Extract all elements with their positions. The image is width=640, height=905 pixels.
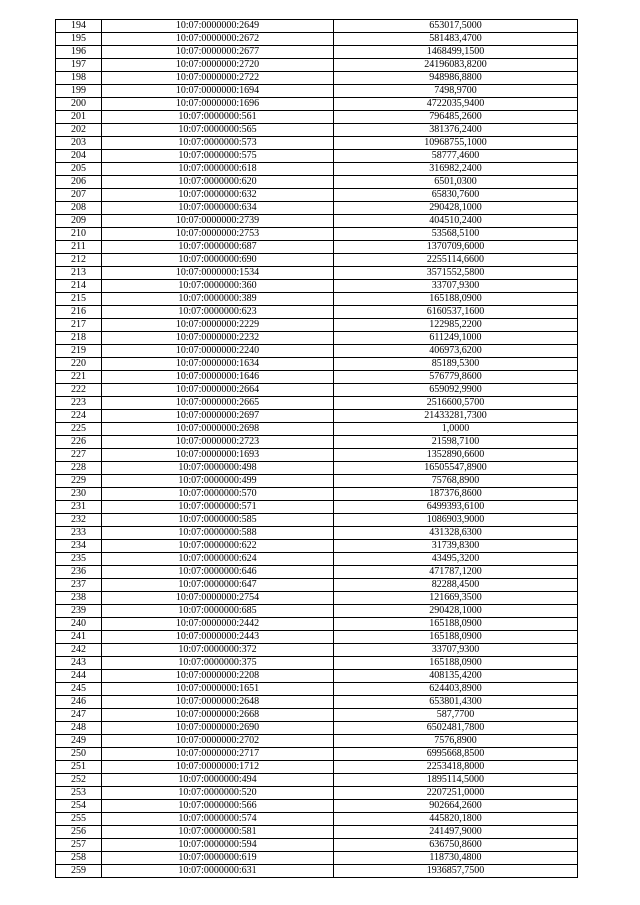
cadastral-number-cell: 10:07:0000000:2668: [102, 709, 334, 722]
row-number-cell: 259: [56, 865, 102, 878]
value-cell: 24196083,8200: [334, 59, 578, 72]
cadastral-number-cell: 10:07:0000000:594: [102, 839, 334, 852]
row-number-cell: 200: [56, 98, 102, 111]
cadastral-number-cell: 10:07:0000000:624: [102, 553, 334, 566]
value-cell: 121669,3500: [334, 592, 578, 605]
value-cell: 659092,9900: [334, 384, 578, 397]
row-number-cell: 210: [56, 228, 102, 241]
cadastral-number-cell: 10:07:0000000:2664: [102, 384, 334, 397]
value-cell: 290428,1000: [334, 605, 578, 618]
cadastral-number-cell: 10:07:0000000:585: [102, 514, 334, 527]
table-row: [56, 124, 578, 137]
table-row: [56, 748, 578, 761]
cadastral-number-cell: 10:07:0000000:1694: [102, 85, 334, 98]
table-row: [56, 566, 578, 579]
cadastral-number-cell: 10:07:0000000:2690: [102, 722, 334, 735]
cadastral-number-cell: 10:07:0000000:494: [102, 774, 334, 787]
value-cell: 75768,8900: [334, 475, 578, 488]
table-row: [56, 98, 578, 111]
cadastral-number-cell: 10:07:0000000:573: [102, 137, 334, 150]
value-cell: 6499393,6100: [334, 501, 578, 514]
row-number-cell: 249: [56, 735, 102, 748]
row-number-cell: 202: [56, 124, 102, 137]
table-row: [56, 540, 578, 553]
cadastral-number-cell: 10:07:0000000:1693: [102, 449, 334, 462]
cadastral-number-cell: 10:07:0000000:520: [102, 787, 334, 800]
value-cell: 404510,2400: [334, 215, 578, 228]
table-row: [56, 839, 578, 852]
value-cell: 2516600,5700: [334, 397, 578, 410]
value-cell: 33707,9300: [334, 644, 578, 657]
row-number-cell: 227: [56, 449, 102, 462]
row-number-cell: 195: [56, 33, 102, 46]
table-row: [56, 670, 578, 683]
table-row: [56, 657, 578, 670]
cadastral-number-cell: 10:07:0000000:1646: [102, 371, 334, 384]
table-row: [56, 852, 578, 865]
value-cell: 21433281,7300: [334, 410, 578, 423]
cadastral-number-cell: 10:07:0000000:498: [102, 462, 334, 475]
cadastral-number-cell: 10:07:0000000:2697: [102, 410, 334, 423]
value-cell: 118730,4800: [334, 852, 578, 865]
row-number-cell: 243: [56, 657, 102, 670]
value-cell: 7576,8900: [334, 735, 578, 748]
row-number-cell: 225: [56, 423, 102, 436]
cadastral-number-cell: 10:07:0000000:2722: [102, 72, 334, 85]
value-cell: 241497,9000: [334, 826, 578, 839]
cadastral-number-cell: 10:07:0000000:1634: [102, 358, 334, 371]
cadastral-number-cell: 10:07:0000000:2739: [102, 215, 334, 228]
table-row: [56, 293, 578, 306]
row-number-cell: 253: [56, 787, 102, 800]
row-number-cell: 199: [56, 85, 102, 98]
value-cell: 624403,8900: [334, 683, 578, 696]
table-row: [56, 787, 578, 800]
cadastral-number-cell: 10:07:0000000:687: [102, 241, 334, 254]
table-row: [56, 202, 578, 215]
value-cell: 43495,3200: [334, 553, 578, 566]
table-row: [56, 735, 578, 748]
value-cell: 187376,8600: [334, 488, 578, 501]
value-cell: 2207251,0000: [334, 787, 578, 800]
table-row: [56, 631, 578, 644]
cadastral-number-cell: 10:07:0000000:2443: [102, 631, 334, 644]
value-cell: 6502481,7800: [334, 722, 578, 735]
row-number-cell: 218: [56, 332, 102, 345]
cadastral-number-cell: 10:07:0000000:588: [102, 527, 334, 540]
value-cell: 165188,0900: [334, 618, 578, 631]
table-row: [56, 267, 578, 280]
cadastral-number-cell: 10:07:0000000:619: [102, 852, 334, 865]
row-number-cell: 254: [56, 800, 102, 813]
row-number-cell: 235: [56, 553, 102, 566]
table-row: [56, 462, 578, 475]
cadastral-number-cell: 10:07:0000000:571: [102, 501, 334, 514]
row-number-cell: 211: [56, 241, 102, 254]
cadastral-number-cell: 10:07:0000000:581: [102, 826, 334, 839]
parcel-table-body: [56, 20, 578, 878]
table-row: [56, 605, 578, 618]
table-row: [56, 150, 578, 163]
cadastral-number-cell: 10:07:0000000:561: [102, 111, 334, 124]
table-row: [56, 592, 578, 605]
value-cell: 1,0000: [334, 423, 578, 436]
value-cell: 406973,6200: [334, 345, 578, 358]
value-cell: 796485,2600: [334, 111, 578, 124]
table-row: [56, 358, 578, 371]
value-cell: 6160537,1600: [334, 306, 578, 319]
table-row: [56, 761, 578, 774]
table-row: [56, 345, 578, 358]
row-number-cell: 240: [56, 618, 102, 631]
table-row: [56, 774, 578, 787]
table-row: [56, 527, 578, 540]
table-row: [56, 813, 578, 826]
value-cell: 7498,9700: [334, 85, 578, 98]
row-number-cell: 221: [56, 371, 102, 384]
table-row: [56, 800, 578, 813]
cadastral-number-cell: 10:07:0000000:2208: [102, 670, 334, 683]
table-row: [56, 72, 578, 85]
table-row: [56, 176, 578, 189]
value-cell: 3571552,5800: [334, 267, 578, 280]
row-number-cell: 215: [56, 293, 102, 306]
table-row: [56, 189, 578, 202]
row-number-cell: 255: [56, 813, 102, 826]
cadastral-number-cell: 10:07:0000000:499: [102, 475, 334, 488]
cadastral-number-cell: 10:07:0000000:2672: [102, 33, 334, 46]
row-number-cell: 232: [56, 514, 102, 527]
row-number-cell: 219: [56, 345, 102, 358]
row-number-cell: 194: [56, 20, 102, 33]
cadastral-number-cell: 10:07:0000000:620: [102, 176, 334, 189]
table-row: [56, 371, 578, 384]
row-number-cell: 208: [56, 202, 102, 215]
table-row: [56, 332, 578, 345]
row-number-cell: 197: [56, 59, 102, 72]
cadastral-number-cell: 10:07:0000000:2698: [102, 423, 334, 436]
value-cell: 165188,0900: [334, 631, 578, 644]
table-row: [56, 423, 578, 436]
row-number-cell: 256: [56, 826, 102, 839]
table-row: [56, 280, 578, 293]
value-cell: 587,7700: [334, 709, 578, 722]
table-row: [56, 20, 578, 33]
cadastral-number-cell: 10:07:0000000:618: [102, 163, 334, 176]
cadastral-number-cell: 10:07:0000000:631: [102, 865, 334, 878]
row-number-cell: 230: [56, 488, 102, 501]
row-number-cell: 222: [56, 384, 102, 397]
table-row: [56, 865, 578, 878]
table-row: [56, 696, 578, 709]
row-number-cell: 223: [56, 397, 102, 410]
table-row: [56, 228, 578, 241]
cadastral-number-cell: 10:07:0000000:375: [102, 657, 334, 670]
row-number-cell: 212: [56, 254, 102, 267]
row-number-cell: 217: [56, 319, 102, 332]
row-number-cell: 213: [56, 267, 102, 280]
value-cell: 1352890,6600: [334, 449, 578, 462]
cadastral-number-cell: 10:07:0000000:622: [102, 540, 334, 553]
row-number-cell: 247: [56, 709, 102, 722]
row-number-cell: 252: [56, 774, 102, 787]
table-row: [56, 410, 578, 423]
row-number-cell: 196: [56, 46, 102, 59]
cadastral-number-cell: 10:07:0000000:1696: [102, 98, 334, 111]
value-cell: 902664,2600: [334, 800, 578, 813]
value-cell: 10968755,1000: [334, 137, 578, 150]
row-number-cell: 226: [56, 436, 102, 449]
table-row: [56, 46, 578, 59]
row-number-cell: 238: [56, 592, 102, 605]
table-row: [56, 436, 578, 449]
value-cell: 2253418,8000: [334, 761, 578, 774]
table-row: [56, 397, 578, 410]
value-cell: 471787,1200: [334, 566, 578, 579]
value-cell: 445820,1800: [334, 813, 578, 826]
value-cell: 85189,5300: [334, 358, 578, 371]
value-cell: 82288,4500: [334, 579, 578, 592]
row-number-cell: 242: [56, 644, 102, 657]
row-number-cell: 244: [56, 670, 102, 683]
row-number-cell: 237: [56, 579, 102, 592]
row-number-cell: 228: [56, 462, 102, 475]
row-number-cell: 214: [56, 280, 102, 293]
cadastral-number-cell: 10:07:0000000:2723: [102, 436, 334, 449]
value-cell: 381376,2400: [334, 124, 578, 137]
row-number-cell: 220: [56, 358, 102, 371]
table-row: [56, 111, 578, 124]
table-row: [56, 241, 578, 254]
value-cell: 53568,5100: [334, 228, 578, 241]
table-row: [56, 254, 578, 267]
table-row: [56, 722, 578, 735]
row-number-cell: 207: [56, 189, 102, 202]
cadastral-number-cell: 10:07:0000000:2442: [102, 618, 334, 631]
cadastral-number-cell: 10:07:0000000:372: [102, 644, 334, 657]
cadastral-number-cell: 10:07:0000000:634: [102, 202, 334, 215]
value-cell: 290428,1000: [334, 202, 578, 215]
cadastral-number-cell: 10:07:0000000:575: [102, 150, 334, 163]
cadastral-number-cell: 10:07:0000000:2754: [102, 592, 334, 605]
value-cell: 1086903,9000: [334, 514, 578, 527]
cadastral-number-cell: 10:07:0000000:685: [102, 605, 334, 618]
value-cell: 653801,4300: [334, 696, 578, 709]
value-cell: 1468499,1500: [334, 46, 578, 59]
table-row: [56, 215, 578, 228]
cadastral-number-cell: 10:07:0000000:646: [102, 566, 334, 579]
row-number-cell: 245: [56, 683, 102, 696]
value-cell: 65830,7600: [334, 189, 578, 202]
cadastral-number-cell: 10:07:0000000:632: [102, 189, 334, 202]
row-number-cell: 257: [56, 839, 102, 852]
cadastral-number-cell: 10:07:0000000:2232: [102, 332, 334, 345]
table-row: [56, 644, 578, 657]
value-cell: 6995668,8500: [334, 748, 578, 761]
value-cell: 316982,2400: [334, 163, 578, 176]
row-number-cell: 216: [56, 306, 102, 319]
table-row: [56, 709, 578, 722]
value-cell: 948986,8800: [334, 72, 578, 85]
value-cell: 21598,7100: [334, 436, 578, 449]
value-cell: 1370709,6000: [334, 241, 578, 254]
table-row: [56, 826, 578, 839]
value-cell: 16505547,8900: [334, 462, 578, 475]
cadastral-number-cell: 10:07:0000000:2702: [102, 735, 334, 748]
table-row: [56, 85, 578, 98]
cadastral-number-cell: 10:07:0000000:647: [102, 579, 334, 592]
value-cell: 6501,0300: [334, 176, 578, 189]
table-row: [56, 306, 578, 319]
cadastral-number-cell: 10:07:0000000:1534: [102, 267, 334, 280]
cadastral-number-cell: 10:07:0000000:574: [102, 813, 334, 826]
cadastral-number-cell: 10:07:0000000:2648: [102, 696, 334, 709]
value-cell: 611249,1000: [334, 332, 578, 345]
value-cell: 636750,8600: [334, 839, 578, 852]
cadastral-number-cell: 10:07:0000000:2649: [102, 20, 334, 33]
value-cell: 2255114,6600: [334, 254, 578, 267]
row-number-cell: 201: [56, 111, 102, 124]
row-number-cell: 209: [56, 215, 102, 228]
cadastral-number-cell: 10:07:0000000:360: [102, 280, 334, 293]
row-number-cell: 248: [56, 722, 102, 735]
cadastral-number-cell: 10:07:0000000:1712: [102, 761, 334, 774]
row-number-cell: 250: [56, 748, 102, 761]
row-number-cell: 206: [56, 176, 102, 189]
cadastral-number-cell: 10:07:0000000:2677: [102, 46, 334, 59]
table-row: [56, 384, 578, 397]
table-row: [56, 501, 578, 514]
table-row: [56, 488, 578, 501]
row-number-cell: 236: [56, 566, 102, 579]
row-number-cell: 246: [56, 696, 102, 709]
row-number-cell: 251: [56, 761, 102, 774]
table-row: [56, 683, 578, 696]
row-number-cell: 239: [56, 605, 102, 618]
cadastral-number-cell: 10:07:0000000:389: [102, 293, 334, 306]
table-row: [56, 319, 578, 332]
value-cell: 653017,5000: [334, 20, 578, 33]
row-number-cell: 231: [56, 501, 102, 514]
table-row: [56, 475, 578, 488]
value-cell: 431328,6300: [334, 527, 578, 540]
table-row: [56, 59, 578, 72]
row-number-cell: 198: [56, 72, 102, 85]
cadastral-number-cell: 10:07:0000000:566: [102, 800, 334, 813]
row-number-cell: 258: [56, 852, 102, 865]
value-cell: 165188,0900: [334, 657, 578, 670]
value-cell: 576779,8600: [334, 371, 578, 384]
row-number-cell: 234: [56, 540, 102, 553]
cadastral-number-cell: 10:07:0000000:2753: [102, 228, 334, 241]
table-row: [56, 33, 578, 46]
parcel-table: [55, 19, 578, 878]
value-cell: 581483,4700: [334, 33, 578, 46]
value-cell: 408135,4200: [334, 670, 578, 683]
cadastral-number-cell: 10:07:0000000:2720: [102, 59, 334, 72]
row-number-cell: 204: [56, 150, 102, 163]
row-number-cell: 241: [56, 631, 102, 644]
row-number-cell: 224: [56, 410, 102, 423]
table-row: [56, 449, 578, 462]
table-row: [56, 163, 578, 176]
row-number-cell: 205: [56, 163, 102, 176]
value-cell: 165188,0900: [334, 293, 578, 306]
value-cell: 1936857,7500: [334, 865, 578, 878]
row-number-cell: 203: [56, 137, 102, 150]
value-cell: 122985,2200: [334, 319, 578, 332]
row-number-cell: 233: [56, 527, 102, 540]
table-row: [56, 553, 578, 566]
cadastral-number-cell: 10:07:0000000:2665: [102, 397, 334, 410]
value-cell: 1895114,5000: [334, 774, 578, 787]
table-row: [56, 514, 578, 527]
cadastral-number-cell: 10:07:0000000:1651: [102, 683, 334, 696]
row-number-cell: 229: [56, 475, 102, 488]
cadastral-number-cell: 10:07:0000000:623: [102, 306, 334, 319]
cadastral-number-cell: 10:07:0000000:690: [102, 254, 334, 267]
value-cell: 33707,9300: [334, 280, 578, 293]
cadastral-number-cell: 10:07:0000000:2717: [102, 748, 334, 761]
value-cell: 4722035,9400: [334, 98, 578, 111]
cadastral-number-cell: 10:07:0000000:2240: [102, 345, 334, 358]
value-cell: 58777,4600: [334, 150, 578, 163]
table-row: [56, 579, 578, 592]
cadastral-number-cell: 10:07:0000000:570: [102, 488, 334, 501]
table-row: [56, 618, 578, 631]
value-cell: 31739,8300: [334, 540, 578, 553]
cadastral-number-cell: 10:07:0000000:565: [102, 124, 334, 137]
cadastral-number-cell: 10:07:0000000:2229: [102, 319, 334, 332]
table-row: [56, 137, 578, 150]
